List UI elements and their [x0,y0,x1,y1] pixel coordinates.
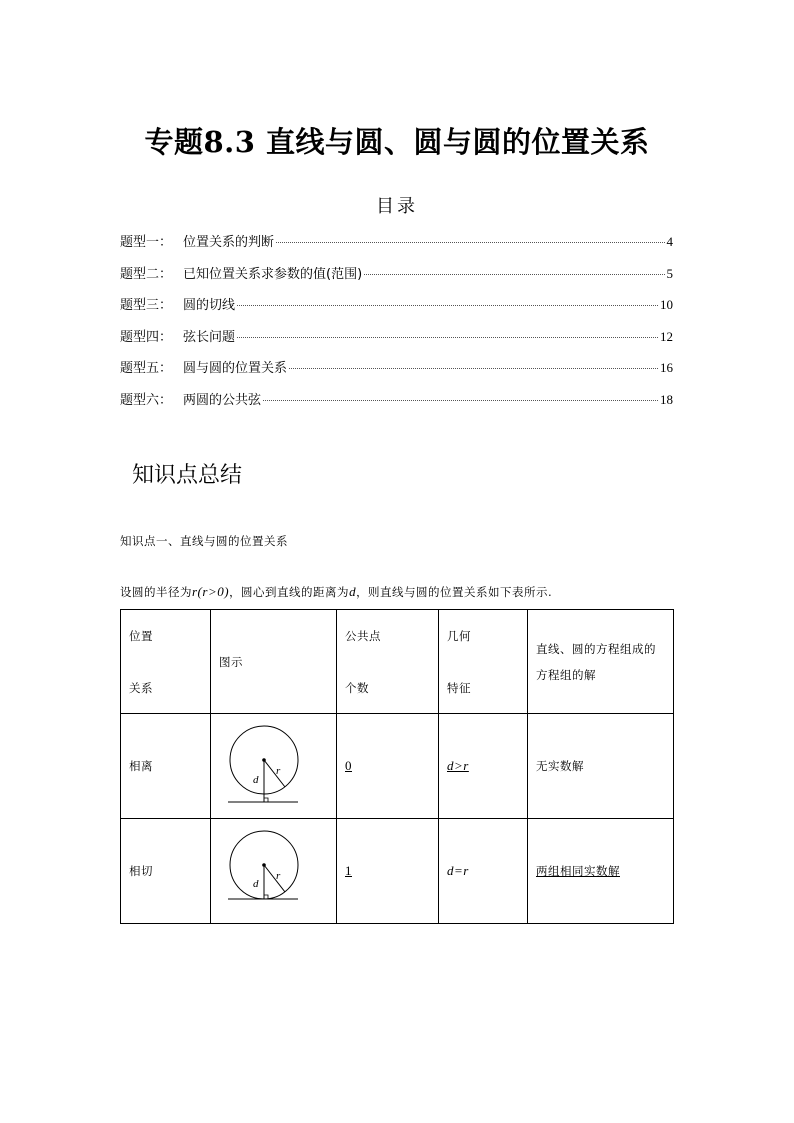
knowledge-point-heading: 知识点一、直线与圆的位置关系 [120,534,288,548]
table-header-row [121,610,674,714]
count-cell [337,714,439,819]
radius-segment [264,760,285,787]
header-text: 公共点 [345,628,381,643]
toc-entry-page: 4 [666,234,673,249]
toc-entry-name: 位置关系的判断 [183,235,275,250]
toc-leader-dots [237,305,658,306]
separate-circle-diagram [224,722,302,810]
feature-cell [439,819,528,924]
common-point-count: 1 [345,863,352,878]
toc-entry[interactable] [120,326,673,358]
table-of-contents [120,231,673,421]
geometry-feature: d>r [447,758,469,773]
toc-entry-page: 12 [660,328,673,344]
radius-segment [264,865,285,892]
toc-entry-page: 5 [666,265,673,281]
header-figure [211,610,337,714]
distance-symbol: d [349,584,357,599]
header-geometry-feature [439,610,528,714]
table-row [121,819,674,924]
tangent-circle-diagram [224,827,302,915]
toc-entry[interactable] [120,263,673,295]
toc-entry-type: 题型二： [120,266,173,282]
radius-label: r [276,870,281,882]
header-position-relation [121,610,211,714]
feature-cell [439,714,528,819]
header-equation-solution [528,610,674,714]
common-point-count: 0 [345,758,352,773]
header-text: 方程组的解 [536,667,596,682]
right-angle-mark [264,798,268,802]
toc-leader-dots [276,242,664,243]
toc-entry-page: 18 [660,391,673,407]
toc-entry-page: 10 [660,297,673,313]
toc-entry-type: 题型六： [120,392,173,408]
intro-text: 设圆的半径为 [120,585,192,599]
toc-leader-dots [364,274,664,275]
relation-label: 相切 [129,864,153,878]
toc-entry-type: 题型三： [120,298,173,314]
toc-entry-type: 题型五： [120,361,173,377]
distance-label: d [253,878,259,890]
toc-entry-name: 两圆的公共弦 [183,392,262,408]
solution-cell [528,819,674,924]
solution-cell [528,714,674,819]
relation-cell [121,819,211,924]
distance-label: d [253,774,259,786]
relation-cell [121,714,211,819]
header-text: 个数 [345,680,369,695]
toc-entry-name: 圆与圆的位置关系 [183,361,288,377]
radius-expression: r(r>0) [192,584,230,599]
toc-entry-name: 已知位置关系求参数的值(范围) [183,266,363,282]
toc-entry-type: 题型一： [120,235,173,250]
header-text: 关系 [129,680,153,695]
toc-entry-name: 圆的切线 [183,298,236,314]
toc-entry[interactable] [120,231,673,263]
toc-entry-type: 题型四： [120,329,173,345]
toc-entry-page: 16 [660,360,673,376]
header-text: 几何 [447,628,471,643]
toc-leader-dots [263,400,658,401]
figure-cell [211,714,337,819]
header-text: 位置 [129,628,153,643]
radius-label: r [276,765,281,777]
toc-entry-name: 弦长问题 [183,329,236,345]
intro-paragraph [120,584,552,600]
toc-entry[interactable] [120,357,673,389]
toc-leader-dots [289,368,658,369]
toc-leader-dots [237,337,658,338]
header-text: 直线、圆的方程组成的 [536,641,656,656]
equation-solution: 两组相同实数解 [536,864,620,878]
intro-text: ，则直线与圆的位置关系如下表所示. [356,585,553,599]
toc-entry[interactable] [120,294,673,326]
section-title: 知识点总结 [132,463,243,488]
intro-text: ，圆心到直线的距离为 [229,585,350,599]
document-title: 专题8.3 直线与圆、圆与圆的位置关系 [144,125,650,159]
equation-solution: 无实数解 [536,759,584,773]
position-relation-table [120,609,674,924]
geometry-feature: d=r [447,863,469,878]
header-text: 特征 [447,680,471,695]
header-common-points [337,610,439,714]
table-row [121,714,674,819]
count-cell [337,819,439,924]
toc-heading: 目录 [376,196,418,217]
toc-entry[interactable] [120,389,673,421]
figure-cell [211,819,337,924]
relation-label: 相离 [129,759,153,773]
header-text: 图示 [219,654,243,669]
